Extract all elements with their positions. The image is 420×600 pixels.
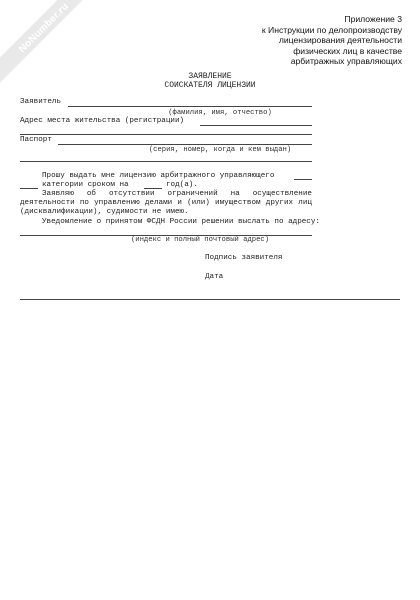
address-label: Адрес места жительства (регистрации) (20, 117, 185, 125)
appendix-line: Приложение 3 (344, 14, 402, 24)
document-subtitle: СОИСКАТЕЛЯ ЛИЦЕНЗИИ (164, 81, 256, 90)
signature-label: Подпись заявителя (205, 254, 283, 262)
appendix-block (202, 14, 402, 67)
word: и (177, 199, 182, 207)
bottom-rule (20, 299, 400, 300)
address-line-1 (200, 125, 312, 126)
declaration-line-2 (20, 199, 312, 207)
passport-line-1 (58, 144, 312, 145)
word: управлению (94, 199, 140, 207)
passport-caption: (серия, номер, когда и кем выдан) (148, 146, 292, 154)
word: лиц (298, 199, 312, 207)
watermark-text: NoNumber.ru (16, 1, 72, 56)
word: на (230, 190, 240, 198)
appendix-line: к Инструкции по делопроизводству (261, 24, 402, 35)
word: Заявляю (42, 190, 74, 198)
term-line (144, 188, 162, 189)
term-text: категории сроком на (42, 181, 129, 189)
word: об (86, 190, 96, 198)
word: (или) (187, 199, 210, 207)
request-text: Прошу выдать мне лицензию арбитражного управляющего (42, 172, 275, 180)
date-label: Дата (205, 273, 224, 281)
appendix-line: физических лиц в качестве (293, 45, 402, 56)
declaration-line-3: (дисквалификации), судимости не имею. (20, 208, 189, 216)
appendix-line: арбитражных управляющих (290, 56, 402, 66)
declaration-line-1 (42, 190, 312, 198)
applicant-line (68, 106, 312, 107)
notification-text: Уведомление о принятом ФСДН России решении выслать по адресу: (42, 218, 320, 226)
document-title: ЗАЯВЛЕНИЕ (188, 72, 232, 81)
passport-label: Паспорт (20, 136, 52, 144)
word: по (79, 199, 89, 207)
manager-type-line (294, 179, 312, 180)
word: осуществление (252, 190, 312, 198)
word: отсутствии (108, 190, 155, 198)
passport-line-2 (20, 161, 312, 162)
term-unit: год(а). (166, 181, 198, 189)
word: ограничений (167, 190, 218, 198)
word: имуществом (215, 199, 261, 207)
word: деятельности (20, 199, 75, 207)
applicant-label: Заявитель (20, 98, 62, 106)
category-line (20, 188, 38, 189)
word: делами (144, 199, 173, 207)
address-caption: (индекс и полный почтовый адрес) (130, 236, 270, 244)
address-line-2 (20, 134, 312, 135)
word: других (265, 199, 294, 207)
appendix-line: лицензирования деятельности (278, 35, 402, 45)
applicant-caption: (фамилия, имя, отчество) (168, 109, 272, 117)
